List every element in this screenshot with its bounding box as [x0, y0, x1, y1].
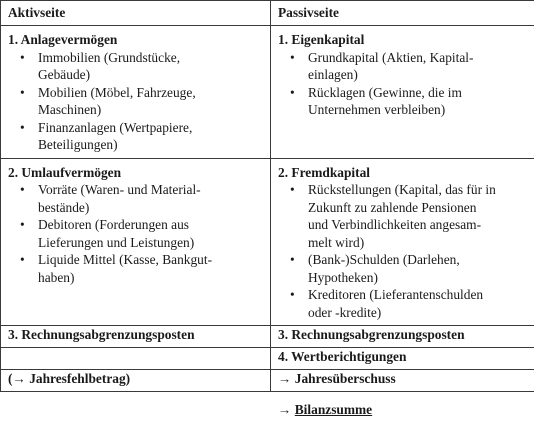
section-title: 1. Anlagevermögen	[8, 32, 118, 47]
list-item	[8, 84, 264, 119]
item-list	[8, 181, 264, 286]
section-title: 2. Fremdkapital	[278, 164, 371, 180]
list-item-line: Kreditoren (Lieferantenschulden	[308, 287, 484, 302]
list-item-line: Grundkapital (Aktien, Kapital-	[308, 49, 474, 65]
list-item-line: (Bank-)Schulden (Darlehen,	[308, 252, 460, 267]
list-item-line: und Verbindlichkeiten angesam-	[308, 217, 482, 232]
cell-eigenkapital	[271, 26, 534, 159]
list-item	[8, 49, 264, 84]
list-item-line: Finanzanlagen (Wertpapiere,	[38, 119, 193, 135]
header-row	[1, 1, 534, 26]
jahresueberschuss-label: Jahresüberschuss	[294, 371, 396, 386]
row-1	[1, 26, 534, 159]
list-item-line: haben)	[38, 269, 75, 285]
list-item	[278, 286, 528, 321]
cell-jahresfehlbetrag	[1, 370, 271, 392]
list-item-line: Vorräte (Waren- und Material-	[38, 182, 201, 197]
list-item-line: Debitoren (Forderungen aus	[38, 217, 189, 232]
cell-rap-left: 3. Rechnungsabgrenzungsposten	[1, 326, 271, 348]
cell-jahresueberschuss	[271, 370, 534, 392]
list-item-line: Mobilien (Möbel, Fahrzeuge,	[38, 84, 196, 100]
arrow-icon: →	[278, 371, 295, 386]
list-item-line: Rückstellungen (Kapital, das für in	[308, 182, 496, 197]
header-passivseite: Passivseite	[271, 1, 534, 26]
list-item	[278, 251, 528, 286]
section-title: 2. Umlaufvermögen	[8, 164, 122, 180]
row-2	[1, 158, 534, 326]
list-item	[8, 181, 264, 216]
list-item	[278, 181, 528, 251]
item-list	[278, 181, 528, 321]
row-3	[1, 326, 534, 348]
list-item-line: Hypotheken)	[308, 269, 378, 285]
list-item	[278, 84, 528, 119]
section-title: 1. Eigenkapital	[278, 32, 365, 47]
list-item-line: Gebäude)	[38, 67, 91, 82]
item-list	[8, 49, 264, 154]
jahresfehlbetrag-label: Jahresfehlbetrag)	[29, 371, 131, 386]
list-item-line: Maschinen)	[38, 102, 102, 117]
cell-anlagevermoegen	[1, 26, 271, 159]
list-item-line: melt wird)	[308, 234, 365, 250]
bilanzsumme	[278, 401, 372, 419]
list-item-line: Lieferungen und Leistungen)	[38, 234, 195, 250]
list-item-line: Zukunft zu zahlende Pensionen	[308, 199, 477, 215]
list-item	[8, 216, 264, 251]
cell-wertberichtigungen: 4. Wertberichtigungen	[271, 348, 534, 370]
header-aktivseite: Aktivseite	[1, 1, 271, 26]
arrow-icon: (→	[8, 371, 30, 386]
cell-empty	[1, 348, 271, 370]
list-item	[278, 49, 528, 84]
list-item-line: Rücklagen (Gewinne, die im	[308, 84, 462, 100]
item-list	[278, 49, 528, 119]
bilanzsumme-label: Bilanzsumme	[294, 402, 373, 417]
list-item	[8, 251, 264, 286]
cell-rap-right: 3. Rechnungsabgrenzungsposten	[271, 326, 534, 348]
list-item-line: Unternehmen verbleiben)	[308, 102, 446, 117]
list-item	[8, 119, 264, 154]
list-item-line: Immobilien (Grundstücke,	[38, 49, 181, 65]
cell-fremdkapital	[271, 158, 534, 326]
row-4	[1, 348, 534, 370]
arrow-icon: →	[278, 402, 295, 417]
list-item-line: oder -kredite)	[308, 304, 382, 320]
row-5	[1, 370, 534, 392]
list-item-line: Beteiligungen)	[38, 137, 118, 152]
list-item-line: einlagen)	[308, 67, 358, 82]
cell-umlaufvermoegen	[1, 158, 271, 326]
list-item-line: bestände)	[38, 199, 90, 215]
list-item-line: Liquide Mittel (Kasse, Bankgut-	[38, 252, 213, 267]
